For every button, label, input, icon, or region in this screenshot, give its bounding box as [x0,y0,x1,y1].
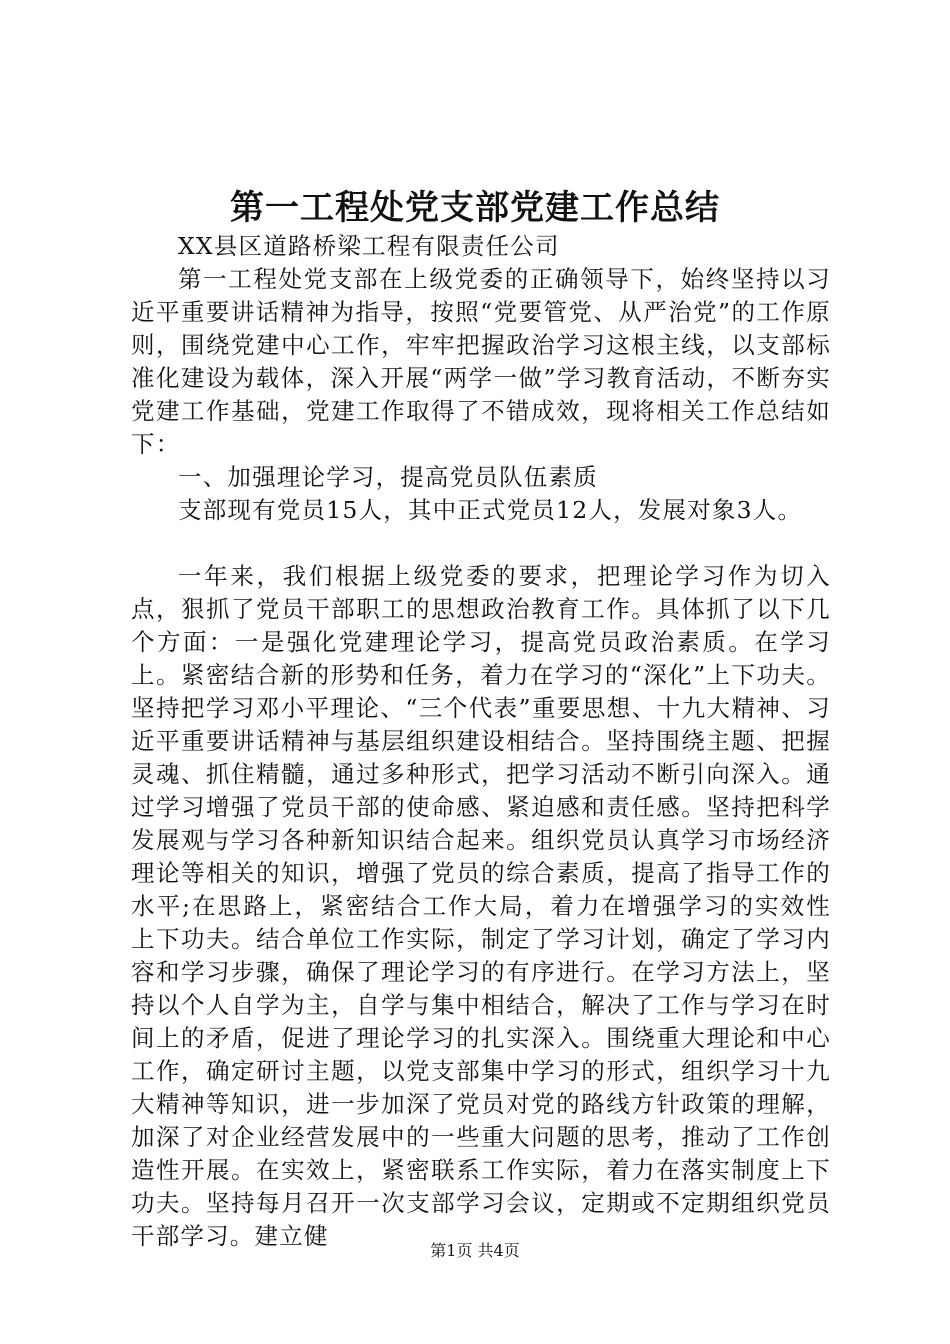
section-heading: 一、加强理论学习，提高党员队伍素质 [178,463,598,491]
paragraph-spacer [131,527,831,560]
intro-paragraph: 第一工程处党支部在上级党委的正确领导下，始终坚持以习近平重要讲话精神为指导，按照“党要管党、从严治党”的工作原则，围绕党建中心工作，牢牢把握政治学习这根主线，以支部标准化建设为载体，深入开展“两学一做”学习教育活动，不断夯实党建工作基础，党建工作取得了不错成效，现将相关工作总结如下： [131,265,831,458]
page-footer: 第1页 共4页 [430,1241,520,1260]
member-count-paragraph: 支部现有党员15人，其中正式党员12人，发展对象3人。 [178,496,803,524]
document-body [131,230,831,1253]
study-paragraph: 一年来，我们根据上级党委的要求，把理论学习作为切入点，狠抓了党员干部职工的思想政治教育工作。具体抓了以下几个方面：一是强化党建理论学习，提高党员政治素质。在学习上。紧密结合新的形势和任务，着力在学习的“深化”上下功夫。坚持把学习邓小平理论、“三个代表”重要思想、十九大精神、习近平重要讲话精神与基层组织建设相结合。坚持围绕主题、把握灵魂、抓住精髓，通过多种形式，把学习活动不断引向深入。通过学习增强了党员干部的使命感、紧迫感和责任感。坚持把科学发展观与学习各种新知识结合起来。组织党员认真学习市场经济理论等相关的知识，增强了党员的综合素质，提高了指导工作的水平;在思路上，紧密结合工作大局，着力在增强学习的实效性上下功夫。结合单位工作实际，制定了学习计划，确定了学习内容和学习步骤，确保了理论学习的有序进行。在学习方法上，坚持以个人自学为主，自学与集中相结合，解决了工作与学习在时间上的矛盾，促进了理论学习的扎实深入。围绕重大理论和中心工作，确定研讨主题，以党支部集中学习的形式，组织学习十九大精神等知识，进一步加深了党员对党的路线方针政策的理解，加深了对企业经营发展中的一些重大问题的思考，推动了工作创造性开展。在实效上，紧密联系工作实际，着力在落实制度上下功夫。坚持每月召开一次支部学习会议，定期或不定期组织党员干部学习。建立健 [131,562,831,1250]
document-title: 第一工程处党支部党建工作总结 [230,188,720,228]
company-name: XX县区道路桥梁工程有限责任公司 [178,232,560,260]
